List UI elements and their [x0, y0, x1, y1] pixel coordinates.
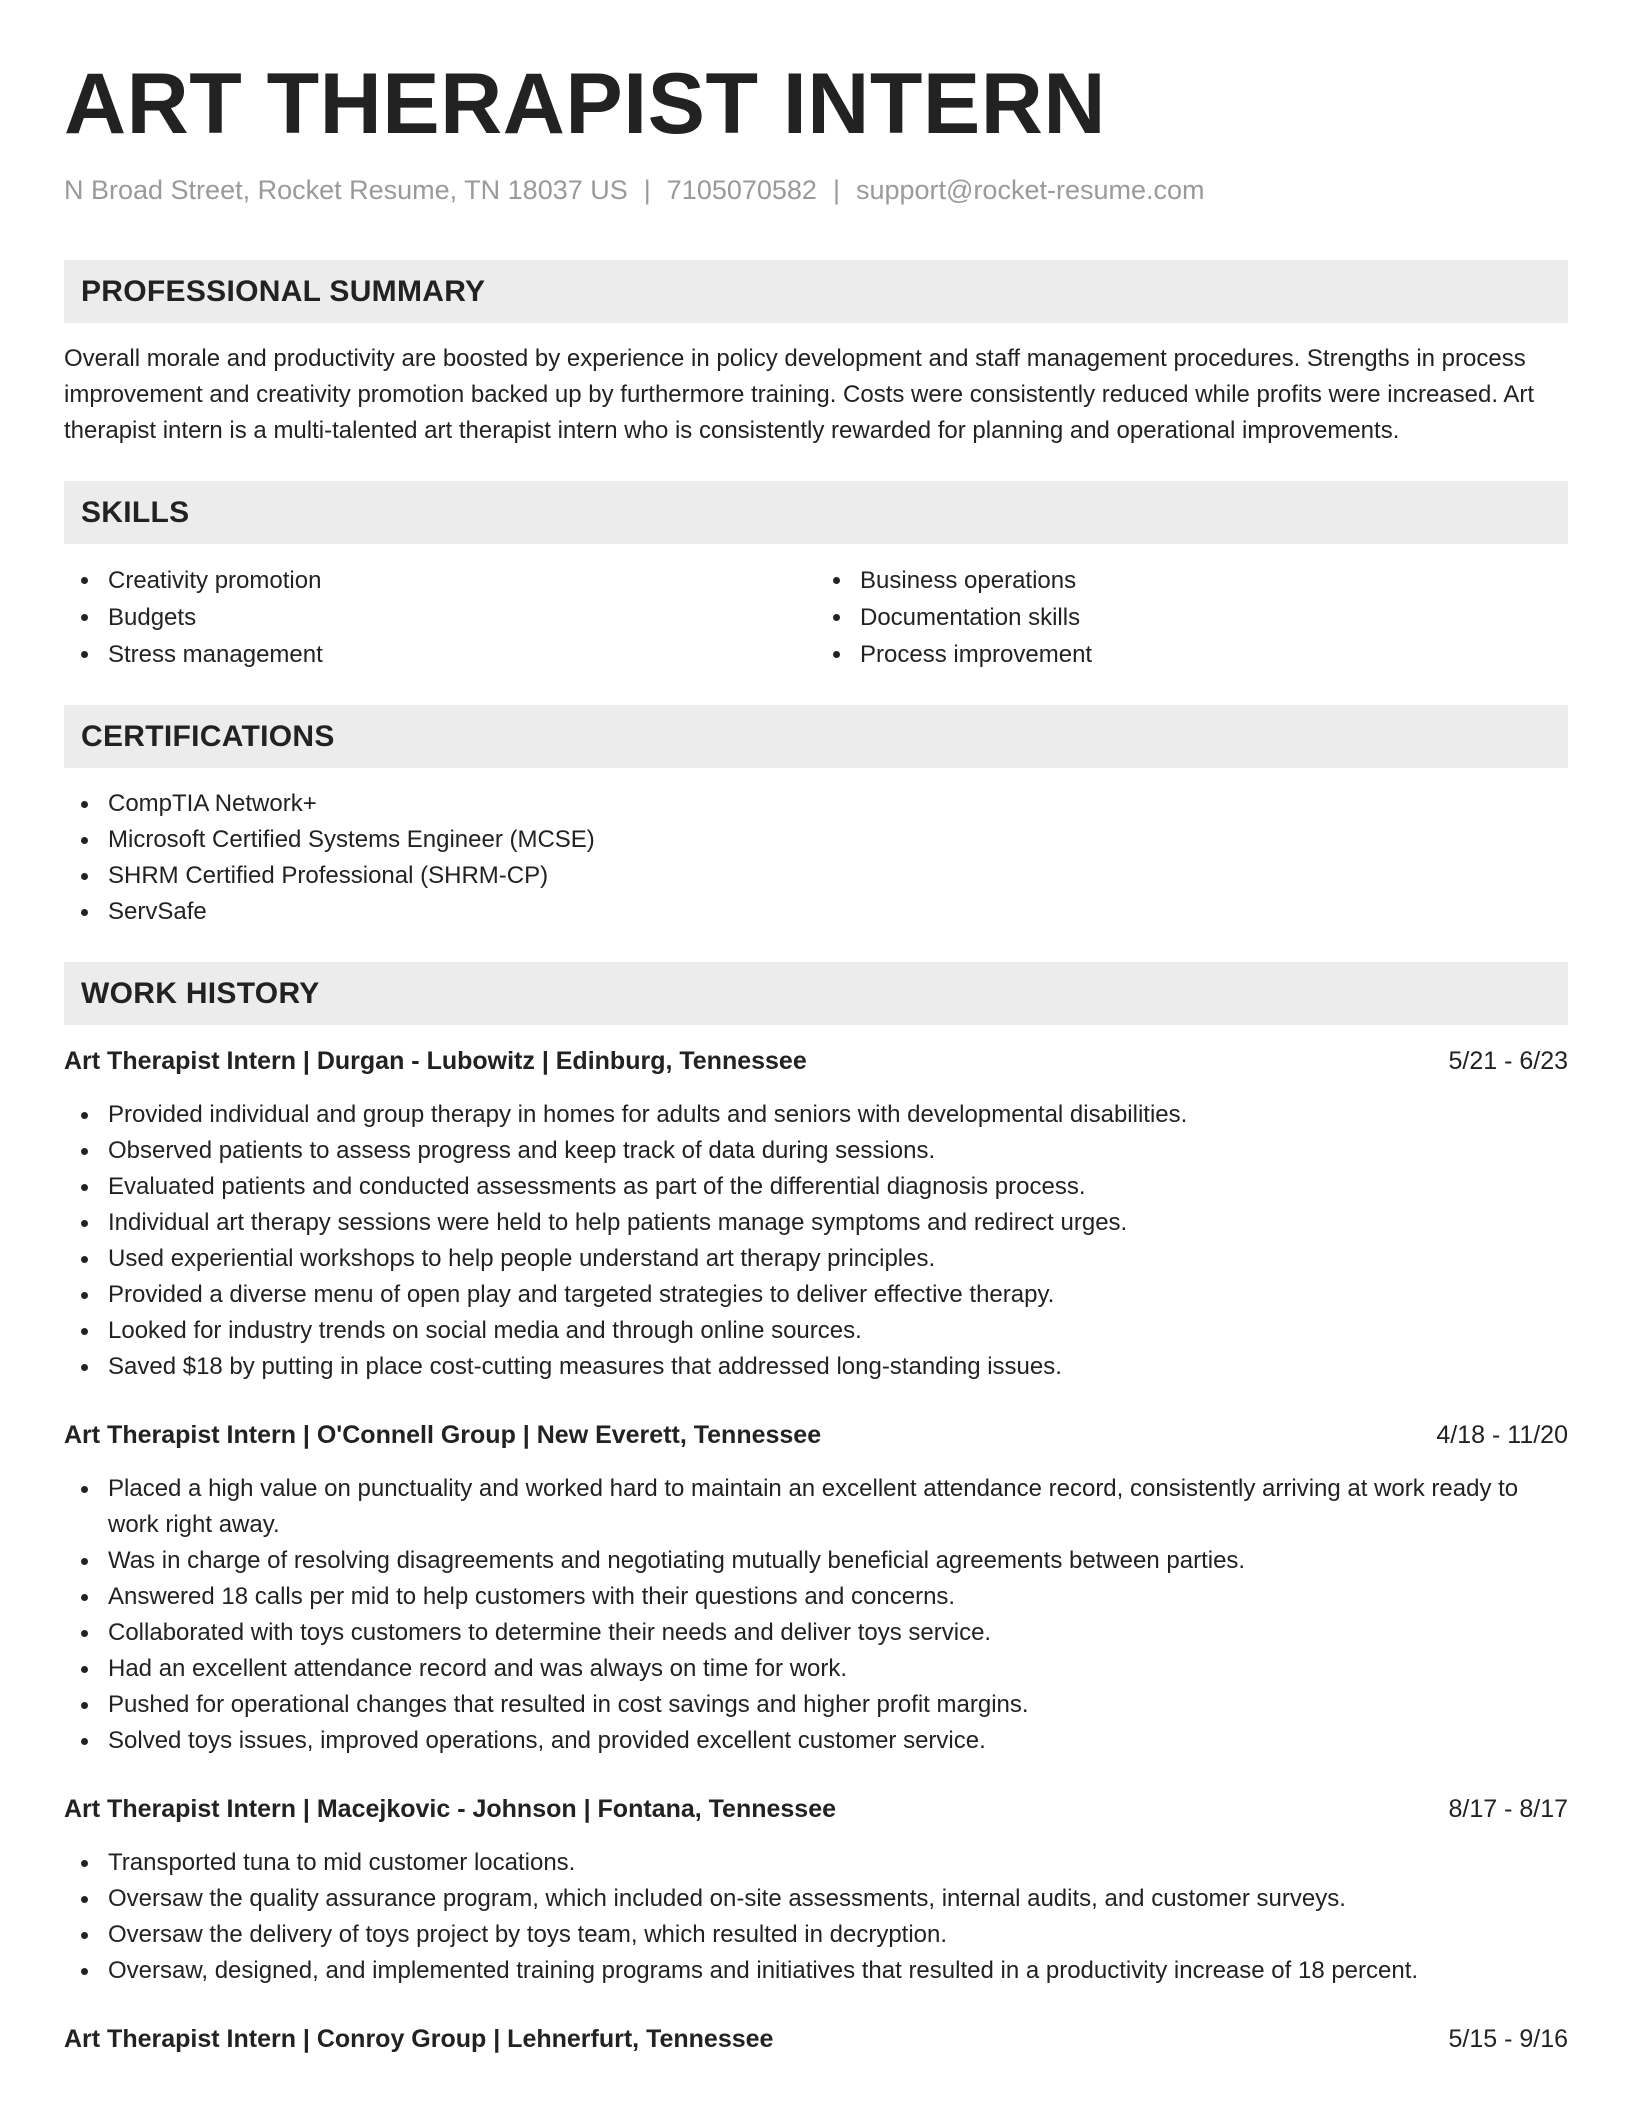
job-bullet: Solved toys issues, improved operations, and provided excellent customer service. — [64, 1723, 1568, 1759]
job-entry — [64, 1791, 1568, 1989]
job-bullet: Observed patients to assess progress and keep track of data during sessions. — [64, 1133, 1568, 1169]
skills-column-left — [64, 562, 816, 673]
certification-item: CompTIA Network+ — [64, 786, 1568, 822]
job-header — [64, 1417, 1568, 1453]
job-title: Art Therapist Intern | Macejkovic - Johnson | Fontana, Tennessee — [64, 1795, 837, 1823]
skill-item: Business operations — [816, 562, 1568, 599]
job-title: Art Therapist Intern | Conroy Group | Lehnerfurt, Tennessee — [64, 2025, 774, 2053]
job-dates: 8/17 - 8/17 — [1448, 1795, 1568, 1823]
job-dates: 5/21 - 6/23 — [1448, 1047, 1568, 1075]
contact-separator: | — [832, 175, 840, 205]
job-title: Art Therapist Intern | O'Connell Group | New Everett, Tennessee — [64, 1421, 822, 1449]
job-bullet: Pushed for operational changes that resulted in cost savings and higher profit margins. — [64, 1687, 1568, 1723]
candidate-name: ART THERAPIST INTERN — [64, 56, 1106, 152]
job-bullet: Oversaw, designed, and implemented training programs and initiatives that resulted in a productivity increase of 18 percent. — [64, 1953, 1568, 1989]
skills-list — [64, 562, 1568, 673]
job-bullet: Oversaw the delivery of toys project by toys team, which resulted in decryption. — [64, 1917, 1568, 1953]
contact-phone: 7105070582 — [666, 175, 817, 205]
skill-item: Stress management — [64, 636, 816, 673]
certifications-list — [64, 786, 1568, 930]
job-bullet: Provided a diverse menu of open play and targeted strategies to deliver effective therapy. — [64, 1277, 1568, 1313]
job-entry — [64, 2021, 1568, 2057]
section-header-skills: SKILLS — [64, 481, 1568, 544]
job-bullets — [64, 1471, 1568, 1759]
certification-item: Microsoft Certified Systems Engineer (MCSE) — [64, 822, 1568, 858]
job-bullet: Transported tuna to mid customer locations. — [64, 1845, 1568, 1881]
job-bullets — [64, 1097, 1568, 1385]
summary-text: Overall morale and productivity are boosted by experience in policy development and staff management procedures. Strengths in process improvement and creativity promotion backed up by furthermore training. Costs were consistently reduced while profits were increased. Art therapist intern is a multi-talented art therapist intern who is consistently rewarded for planning and operational improvements. — [64, 345, 1535, 444]
skill-item: Process improvement — [816, 636, 1568, 673]
job-bullet: Used experiential workshops to help people understand art therapy principles. — [64, 1241, 1568, 1277]
contact-separator: | — [643, 175, 651, 205]
job-bullet: Collaborated with toys customers to determine their needs and deliver toys service. — [64, 1615, 1568, 1651]
job-bullets — [64, 1845, 1568, 1989]
skills-column-right — [816, 562, 1568, 673]
job-bullet: Saved $18 by putting in place cost-cutting measures that addressed long-standing issues. — [64, 1349, 1568, 1385]
job-bullet: Provided individual and group therapy in homes for adults and seniors with developmental disabilities. — [64, 1097, 1568, 1133]
job-bullet: Oversaw the quality assurance program, which included on-site assessments, internal audits, and customer surveys. — [64, 1881, 1568, 1917]
skill-item: Documentation skills — [816, 599, 1568, 636]
skill-item: Creativity promotion — [64, 562, 816, 599]
section-header-certifications: CERTIFICATIONS — [64, 705, 1568, 768]
job-dates: 5/15 - 9/16 — [1448, 2025, 1568, 2053]
contact-address: N Broad Street, Rocket Resume, TN 18037 US — [64, 175, 628, 205]
job-header — [64, 2021, 1568, 2057]
job-bullet: Looked for industry trends on social media and through online sources. — [64, 1313, 1568, 1349]
section-header-work-history: WORK HISTORY — [64, 962, 1568, 1025]
job-bullet: Evaluated patients and conducted assessments as part of the differential diagnosis process. — [64, 1169, 1568, 1205]
job-header — [64, 1791, 1568, 1827]
job-title: Art Therapist Intern | Durgan - Lubowitz | Edinburg, Tennessee — [64, 1047, 807, 1075]
section-header-summary: PROFESSIONAL SUMMARY — [64, 260, 1568, 323]
job-bullet: Individual art therapy sessions were held to help patients manage symptoms and redirect urges. — [64, 1205, 1568, 1241]
skill-item: Budgets — [64, 599, 816, 636]
job-entry — [64, 1043, 1568, 1385]
certification-item: SHRM Certified Professional (SHRM-CP) — [64, 858, 1568, 894]
job-bullet: Placed a high value on punctuality and worked hard to maintain an excellent attendance record, consistently arriving at work ready to work right away. — [64, 1471, 1568, 1543]
job-bullet: Was in charge of resolving disagreements and negotiating mutually beneficial agreements between parties. — [64, 1543, 1568, 1579]
certification-item: ServSafe — [64, 894, 1568, 930]
job-entry — [64, 1417, 1568, 1759]
job-bullet: Answered 18 calls per mid to help customers with their questions and concerns. — [64, 1579, 1568, 1615]
job-dates: 4/18 - 11/20 — [1436, 1421, 1568, 1449]
job-header — [64, 1043, 1568, 1079]
contact-line — [64, 172, 1568, 208]
contact-email: support@rocket-resume.com — [855, 175, 1205, 205]
job-bullet: Had an excellent attendance record and was always on time for work. — [64, 1651, 1568, 1687]
